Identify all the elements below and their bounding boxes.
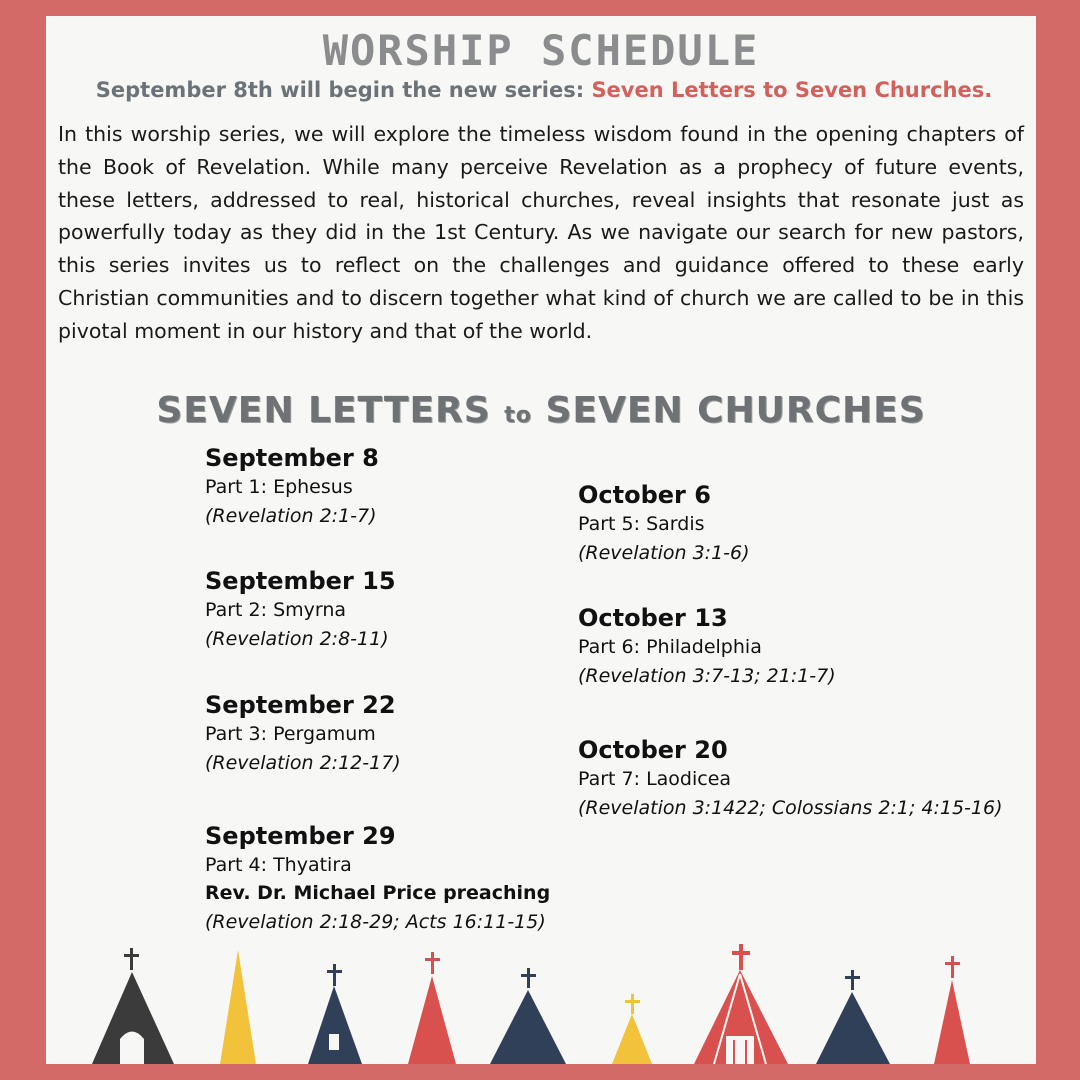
church-steeple-red-2 xyxy=(934,956,970,1064)
church-steeple-yellow xyxy=(220,950,256,1064)
entry-scripture: (Revelation 3:1-6) xyxy=(578,542,750,564)
schedule-entry-sep-15 xyxy=(205,566,396,654)
announcement-lead: September 8th will begin the new series: xyxy=(95,78,592,102)
church-steeple-navy-1 xyxy=(308,964,362,1064)
schedule-entry-sep-8 xyxy=(205,443,379,531)
entry-part: Part 1: Ephesus xyxy=(205,476,353,498)
entry-scripture: (Revelation 2:18-29; Acts 16:11-15) xyxy=(205,911,546,933)
entry-date: September 8 xyxy=(205,444,379,472)
entry-part: Part 7: Laodicea xyxy=(578,768,732,790)
entry-date: September 15 xyxy=(205,567,396,595)
entry-date: October 13 xyxy=(578,604,728,632)
entry-part: Part 5: Sardis xyxy=(578,513,705,535)
schedule-entry-oct-6 xyxy=(578,480,750,568)
entry-part: Part 3: Pergamum xyxy=(205,723,376,745)
series-announcement xyxy=(54,78,1034,102)
entry-date: September 22 xyxy=(205,691,396,719)
series-banner-part1: SEVEN LETTERS xyxy=(156,390,491,431)
church-steeple-red-1 xyxy=(408,952,456,1064)
entry-scripture: (Revelation 2:12-17) xyxy=(205,752,401,774)
entry-date: October 6 xyxy=(578,481,711,509)
page-title: WORSHIP SCHEDULE xyxy=(322,26,760,75)
church-steeple-charcoal xyxy=(92,948,174,1064)
entry-part: Part 6: Philadelphia xyxy=(578,636,762,658)
entry-scripture: (Revelation 3:7-13; 21:1-7) xyxy=(578,665,836,687)
series-banner xyxy=(46,390,1036,431)
announcement-series-name: Seven Letters to Seven Churches. xyxy=(591,78,993,102)
schedule-entry-sep-29 xyxy=(205,821,550,937)
church-steeple-yellow-small xyxy=(612,994,652,1064)
entry-scripture: (Revelation 2:8-11) xyxy=(205,628,389,650)
schedule-entry-sep-22 xyxy=(205,690,401,778)
church-steeple-red-large xyxy=(694,944,788,1064)
entry-scripture: (Revelation 3:1422; Colossians 2:1; 4:15-16) xyxy=(578,797,1003,819)
schedule-card xyxy=(46,16,1036,1064)
series-banner-connector: to xyxy=(504,403,532,428)
church-steeple-navy-2 xyxy=(490,968,566,1064)
entry-part: Part 4: Thyatira xyxy=(205,854,352,876)
entry-date: October 20 xyxy=(578,736,728,764)
entry-date: September 29 xyxy=(205,822,396,850)
entry-preacher: Rev. Dr. Michael Price preaching xyxy=(205,882,551,904)
church-steeple-navy-3 xyxy=(816,970,890,1064)
series-banner-part2: SEVEN CHURCHES xyxy=(545,390,926,431)
churches-illustration xyxy=(46,944,1036,1064)
intro-paragraph: In this worship series, we will explore the timeless wisdom found in the opening chapters of the Book of Revelation. While many perceive Revelation as a prophecy of future events, these letters, addressed to real, historical churches, reveal insights that resonate just as powerfully today as they did in the 1st Century. As we navigate our search for new pastors, this series invites us to reflect on the challenges and guidance offered to these early Christian communities and to discern together what kind of church we are called to be in this pivotal moment in our history and that of the world. xyxy=(58,122,1024,343)
schedule-entry-oct-20 xyxy=(578,735,1003,823)
schedule-entry-oct-13 xyxy=(578,603,836,691)
entry-scripture: (Revelation 2:1-7) xyxy=(205,505,377,527)
entry-part: Part 2: Smyrna xyxy=(205,599,347,621)
